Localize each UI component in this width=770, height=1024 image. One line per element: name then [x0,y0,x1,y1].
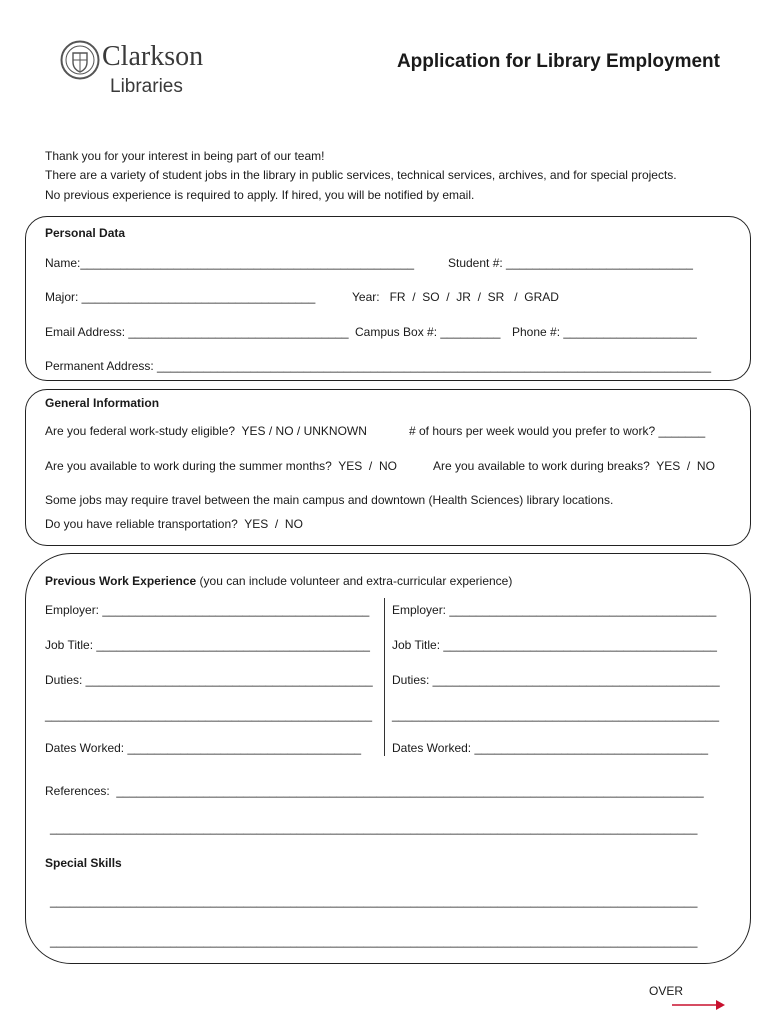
dates-worked-field-2[interactable]: Dates Worked: ___________________________________ [392,741,709,755]
duties-field-2[interactable]: Duties: ___________________________________________ [392,673,720,687]
permanent-address-field[interactable]: Permanent Address: ___________________________________________________________________________________ [45,359,711,373]
employer-field-2[interactable]: Employer: ________________________________________ [392,603,717,617]
duties-continued-field-2[interactable]: _________________________________________________ [392,708,720,722]
job-title-field-2[interactable]: Job Title: _________________________________________ [392,638,717,652]
intro-line-2: There are a variety of student jobs in the library in public services, technical services, archives, and for special projects. [45,168,677,182]
over-label: OVER [649,984,684,998]
work-study-question[interactable]: Are you federal work-study eligible? YES / NO / UNKNOWN [45,424,367,438]
name-field[interactable]: Name:__________________________________________________ [45,256,415,270]
personal-data-heading: Personal Data [45,226,126,240]
special-skills-field-1[interactable]: _________________________________________________________________________________________________ [50,894,698,908]
phone-field[interactable]: Phone #: ____________________ [512,325,697,339]
page-title: Application for Library Employment [396,51,720,72]
transportation-question[interactable]: Do you have reliable transportation? YES / NO [45,517,303,531]
dates-worked-field-1[interactable]: Dates Worked: ___________________________________ [45,741,362,755]
job-title-field-1[interactable]: Job Title: _________________________________________ [45,638,370,652]
clarkson-seal-logo [60,40,100,80]
work-experience-title: Previous Work Experience [45,574,197,588]
hours-per-week-field[interactable]: # of hours per week would you prefer to work? _______ [409,424,706,438]
breaks-availability-question[interactable]: Are you available to work during breaks? YES / NO [433,459,715,473]
references-field[interactable]: References: ________________________________________________________________________________________ [45,784,704,798]
email-field[interactable]: Email Address: _________________________________ [45,325,349,339]
logo-subtitle: Libraries [110,76,183,97]
employer-field-1[interactable]: Employer: ________________________________________ [45,603,370,617]
logo-wordmark: Clarkson [102,41,204,72]
special-skills-field-2[interactable]: _________________________________________________________________________________________________ [50,934,698,948]
column-divider [384,598,385,756]
general-information-heading: General Information [45,396,160,410]
duties-continued-field-1[interactable]: _________________________________________________ [45,708,373,722]
intro-line-1: Thank you for your interest in being part of our team! [45,149,325,163]
student-number-field[interactable]: Student #: ____________________________ [448,256,693,270]
summer-availability-question[interactable]: Are you available to work during the summer months? YES / NO [45,459,397,473]
special-skills-heading: Special Skills [45,856,122,870]
duties-field-1[interactable]: Duties: ___________________________________________ [45,673,373,687]
travel-note: Some jobs may require travel between the main campus and downtown (Health Sciences) library locations. [45,493,614,507]
year-options[interactable]: Year: FR / SO / JR / SR / GRAD [352,290,559,304]
campus-box-field[interactable]: Campus Box #: _________ [355,325,501,339]
right-arrow-icon [672,998,726,1012]
work-experience-heading [45,574,512,589]
references-continued-field[interactable]: _________________________________________________________________________________________________ [50,821,698,835]
major-field[interactable]: Major: ___________________________________ [45,290,316,304]
work-experience-note: (you can include volunteer and extra-curricular experience) [196,574,513,588]
intro-line-3: No previous experience is required to apply. If hired, you will be notified by email. [45,188,475,202]
